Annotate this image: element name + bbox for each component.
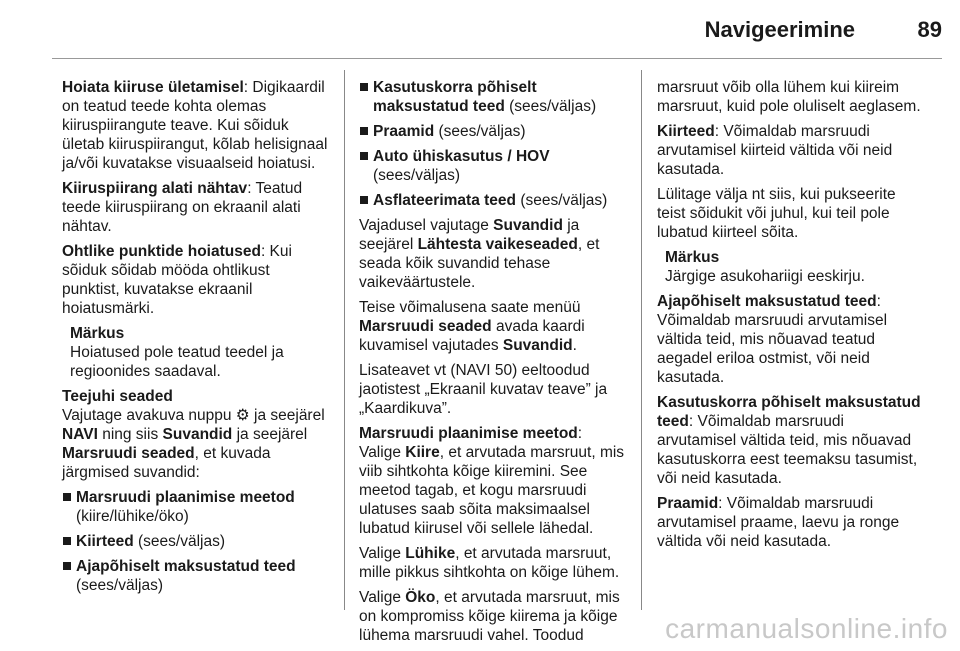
note-title: Märkus bbox=[70, 325, 125, 342]
note-title: Märkus bbox=[665, 249, 720, 266]
column-1 bbox=[62, 78, 330, 601]
paragraph: Ohtlike punktide hoiatused: Kui sõiduk sõidab mööda ohtlikust punktist, kuvatakse ekraanil hoiatusmärki. bbox=[62, 243, 292, 317]
paragraph: Lülitage välja nt siis, kui pukseerite teist sõidukit või juhul, kui teil pole lubatud kiirteel sõita. bbox=[657, 186, 896, 241]
column-3 bbox=[657, 78, 925, 557]
list-item: Kasutuskorra põhiselt maksustatud teed (sees/väljas) bbox=[359, 78, 627, 116]
note-text: Järgige asukohariigi eeskirju. bbox=[665, 268, 865, 285]
paragraph: Kasutuskorra põhiselt maksustatud teed: Võimaldab marsruudi arvutamisel vältida teid, mis nõuavad kasutuskorra eest teemaksu tasumist, või neid kasutada. bbox=[657, 394, 921, 487]
list-item: Marsruudi plaanimise meetod (kiire/lühike/öko) bbox=[62, 488, 330, 526]
paragraph: Teise võimalusena saate menüü Marsruudi seaded avada kaardi kuvamisel vajutades Suvandid. bbox=[359, 299, 585, 354]
page-header bbox=[0, 0, 960, 58]
column-divider bbox=[344, 70, 345, 610]
paragraph: Kiiruspiirang alati nähtav: Teatud teede kiiruspiirang on ekraanil alati nähtav. bbox=[62, 180, 303, 235]
column-2 bbox=[359, 78, 627, 651]
paragraph: Ajapõhiselt maksustatud teed: Võimaldab marsruudi arvutamisel vältida teid, mis nõuavad teatud aegadel eriloa ostmist, või neid kasutada. bbox=[657, 293, 888, 386]
page-title: Navigeerimine bbox=[704, 17, 855, 42]
paragraph: Valige Lühike, et arvutada marsruut, mille pikkus sihtkohta on kõige lühem. bbox=[359, 545, 620, 581]
note-text: Hoiatused pole teatud teedel ja regioonides saadaval. bbox=[70, 344, 284, 380]
gear-icon: ⚙ bbox=[235, 407, 250, 424]
watermark: carmanualsonline.info bbox=[665, 613, 948, 644]
paragraph: Hoiata kiiruse ületamisel: Digikaardil on teatud teede kohta olemas kiiruspiirangute teave. Kui sõiduk ületab kiiruspiirangut, kõlab helisignaal ja/või kuvatakse visuaalseid hoiatusi. bbox=[62, 79, 328, 172]
paragraph: marsruut võib olla lühem kui kiireim marsruut, kuid pole oluliselt aeglasem. bbox=[657, 79, 921, 115]
paragraph: Vajadusel vajutage Suvandid ja seejärel Lähtesta vaikeseaded, et seada kõik suvandid tehase vaikeväärtustele. bbox=[359, 217, 600, 291]
paragraph: Vajutage avakuva nuppu ⚙ ja seejärel NAVI ning siis Suvandid ja seejärel Marsruudi seaded, et kuvada järgmised suvandid: bbox=[62, 407, 325, 481]
list-item: Ajapõhiselt maksustatud teed (sees/väljas) bbox=[62, 557, 330, 595]
paragraph: Kiirteed: Võimaldab marsruudi arvutamisel kiirteid vältida või neid kasutada. bbox=[657, 123, 893, 178]
note bbox=[62, 324, 330, 381]
header-rule bbox=[52, 58, 942, 59]
list-item: Asflateerimata teed (sees/väljas) bbox=[359, 191, 627, 210]
note bbox=[657, 248, 925, 286]
paragraph: Lisateavet vt (NAVI 50) eeltoodud jaotistest „Ekraanil kuvatav teave” ja „Kaardikuva”. bbox=[359, 362, 608, 417]
list-item: Kiirteed (sees/väljas) bbox=[62, 532, 330, 551]
column-divider bbox=[641, 70, 642, 610]
paragraph: Marsruudi plaanimise meetod: Valige Kiire, et arvutada marsruut, mis viib sihtkohta kõige kiiremini. See meetod tagab, et kogu marsruudi ulatuses saab sõita maksimaalsel lubatud kiirusel või sellele lähedal. bbox=[359, 425, 625, 537]
page-number: 89 bbox=[917, 17, 942, 42]
section-heading: Teejuhi seaded bbox=[62, 388, 173, 405]
paragraph: Valige Öko, et arvutada marsruut, mis on kompromiss kõige kiirema ja kõige lühema marsruudi vahel. Toodud bbox=[359, 589, 620, 644]
list-item: Auto ühiskasutus / HOV (sees/väljas) bbox=[359, 147, 627, 185]
paragraph: Praamid: Võimaldab marsruudi arvutamisel praame, laevu ja ronge vältida või neid kasutada. bbox=[657, 495, 900, 550]
list-item: Praamid (sees/väljas) bbox=[359, 122, 627, 141]
